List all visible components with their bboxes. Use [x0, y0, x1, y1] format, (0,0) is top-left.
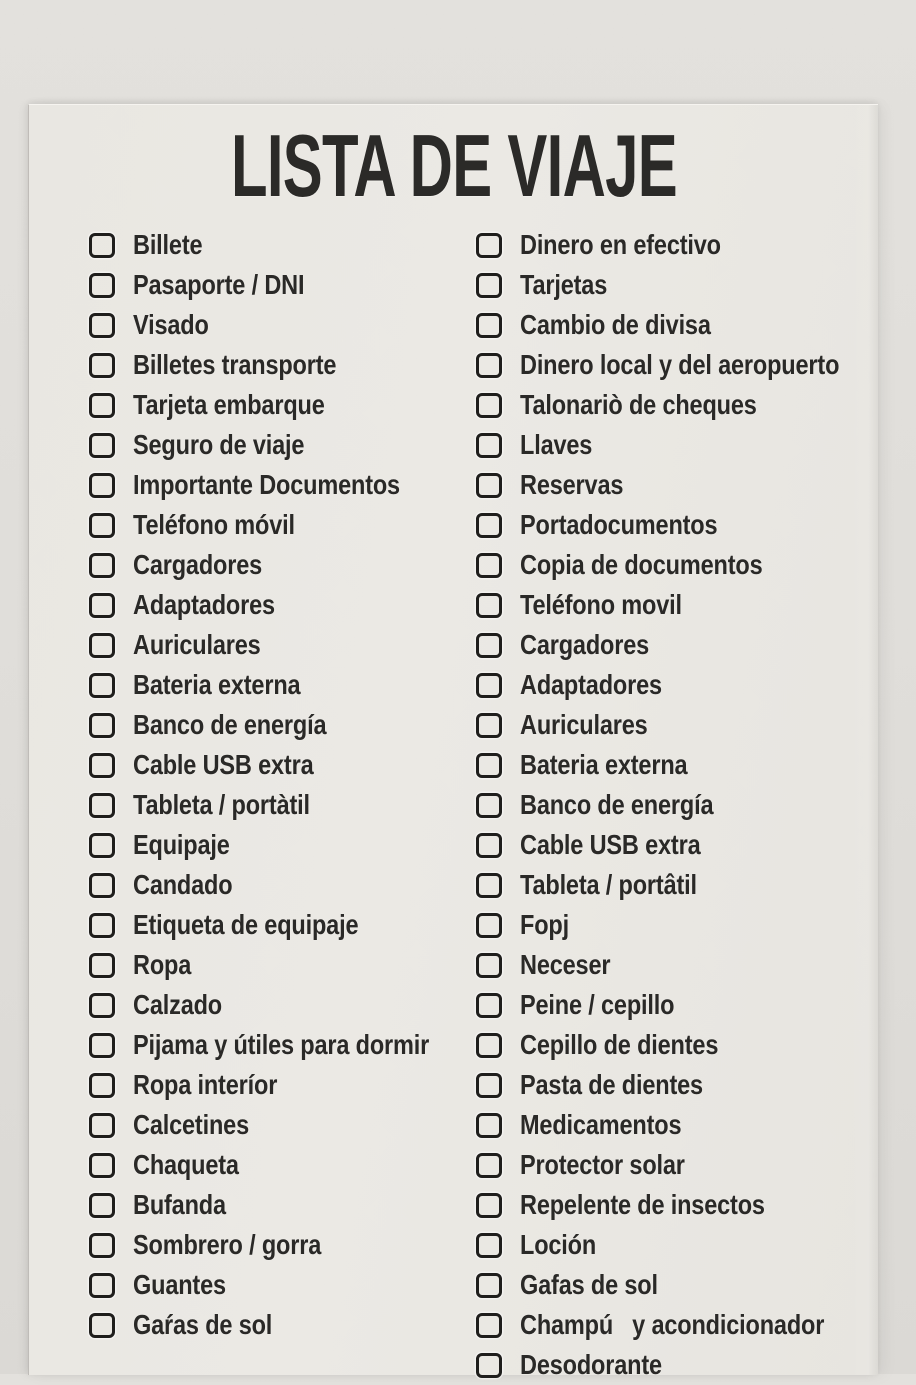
checklist-row [89, 865, 486, 905]
checklist-row [89, 785, 486, 825]
checklist-item-label: Cable USB extra [520, 829, 701, 860]
checkbox[interactable] [476, 833, 502, 858]
checklist-item-label: Equipaje [133, 829, 230, 860]
checkbox[interactable] [476, 1193, 502, 1218]
checklist-item-label: Fopj [520, 909, 569, 940]
checkbox[interactable] [476, 1033, 502, 1058]
checkbox[interactable] [476, 433, 502, 458]
checklist-item-label: Visado [133, 309, 209, 340]
checklist-item-label: Champú y acondicionador [520, 1309, 825, 1340]
checklist-item-label: Medicamentos [520, 1109, 682, 1140]
checklist-row [89, 505, 486, 545]
checklist-item-label: Desodorante [520, 1349, 662, 1380]
checklist-item-label: Auriculares [520, 709, 648, 740]
checklist-item-label: Chaqueta [133, 1149, 239, 1180]
checklist-item-label: Talonariò de cheques [520, 389, 757, 420]
checklist-item-label: Guantes [133, 1269, 226, 1300]
checklist-row [476, 825, 900, 865]
checklist-row [476, 865, 900, 905]
checkbox[interactable] [89, 593, 115, 618]
checklist-item-label: Llaves [520, 429, 593, 460]
checklist-item-label: Sombrero / gorra [133, 1229, 322, 1260]
checklist-row [89, 1225, 486, 1265]
checklist-item-label: Pasta de dientes [520, 1069, 703, 1100]
checkbox[interactable] [89, 233, 115, 258]
checkbox[interactable] [476, 873, 502, 898]
checklist-row [89, 625, 486, 665]
checkbox[interactable] [89, 1273, 115, 1298]
checkbox[interactable] [476, 753, 502, 778]
checklist-item-label: Billete [133, 229, 203, 260]
checklist-item-label: Auriculares [133, 629, 261, 660]
checklist-row [476, 305, 900, 345]
checklist-row [89, 985, 486, 1025]
checklist-item-label: Tarjetas [520, 269, 608, 300]
checkbox[interactable] [89, 793, 115, 818]
checklist-item-label: Tarjeta embarque [133, 389, 325, 420]
checklist-row [89, 585, 486, 625]
checkbox[interactable] [89, 473, 115, 498]
checklist-item-label: Gaŕas de sol [133, 1309, 273, 1340]
checklist-row [476, 1105, 900, 1145]
checklist-row [476, 1065, 900, 1105]
checklist-item-label: Adaptadores [520, 669, 662, 700]
checklist-row [89, 1025, 486, 1065]
checklist-item-label: Loción [520, 1229, 597, 1260]
checklist-row [476, 265, 900, 305]
checklist-row [476, 1265, 900, 1305]
checklist-item-label: Protector solar [520, 1149, 685, 1180]
checkbox[interactable] [89, 393, 115, 418]
checkbox[interactable] [89, 1073, 115, 1098]
checkbox[interactable] [476, 713, 502, 738]
checklist-item-label: Tableta / portâtil [520, 869, 697, 900]
checklist-row [476, 385, 900, 425]
checklist-row [476, 425, 900, 465]
checkbox[interactable] [89, 953, 115, 978]
checklist-row [476, 1185, 900, 1225]
checklist-item-label: Calcetines [133, 1109, 249, 1140]
checklist-row [476, 545, 900, 585]
checkbox[interactable] [476, 313, 502, 338]
checklist-item-label: Teléfono movil [520, 589, 682, 620]
checklist-item-label: Bateria externa [520, 749, 688, 780]
checklist-row [476, 1025, 900, 1065]
checkbox[interactable] [89, 313, 115, 338]
checklist-item-label: Cargadores [520, 629, 650, 660]
checklist-row [89, 265, 486, 305]
checkbox[interactable] [476, 633, 502, 658]
checklist-row [476, 985, 900, 1025]
checkbox[interactable] [89, 513, 115, 538]
checklist-row [89, 225, 486, 265]
checklist-row [89, 705, 486, 745]
checklist-row [476, 665, 900, 705]
checkbox[interactable] [89, 1313, 115, 1338]
checkbox[interactable] [476, 793, 502, 818]
checkbox[interactable] [476, 233, 502, 258]
checklist-row [476, 785, 900, 825]
checklist-row [89, 465, 486, 505]
checklist-item-label: Seguro de viaje [133, 429, 305, 460]
checkbox[interactable] [476, 1273, 502, 1298]
checklist-item-label: Banco de energía [133, 709, 327, 740]
checkbox[interactable] [476, 593, 502, 618]
checklist-item-label: Dinero en efectivo [520, 229, 721, 260]
checkbox[interactable] [476, 1073, 502, 1098]
checklist-item-label: Dinero local y del aeropuerto [520, 349, 840, 380]
checklist-item-label: Bateria externa [133, 669, 301, 700]
checklist-item-label: Ropa [133, 949, 192, 980]
checkbox[interactable] [476, 1113, 502, 1138]
checklist-row [476, 625, 900, 665]
checklist-row [476, 705, 900, 745]
checkbox[interactable] [476, 1233, 502, 1258]
checklist-row [476, 1345, 900, 1385]
checklist-row [89, 545, 486, 585]
checklist-item-label: Cargadores [133, 549, 263, 580]
checklist-item-label: Tableta / portàtil [133, 789, 310, 820]
checklist-item-label: Ropa interíor [133, 1069, 278, 1100]
checklist-item-label: Pasaporte / DNI [133, 269, 305, 300]
checkbox[interactable] [89, 753, 115, 778]
checklist-item-label: Bufanda [133, 1189, 226, 1220]
checkbox[interactable] [89, 553, 115, 578]
checklist-item-label: Billetes transporte [133, 349, 337, 380]
checkbox[interactable] [476, 673, 502, 698]
checklist-row [89, 1265, 486, 1305]
checkbox[interactable] [89, 273, 115, 298]
checkbox[interactable] [89, 873, 115, 898]
checkbox[interactable] [89, 1033, 115, 1058]
checkbox[interactable] [89, 993, 115, 1018]
checklist-item-label: Importante Documentos [133, 469, 400, 500]
checkbox[interactable] [89, 433, 115, 458]
checkbox[interactable] [89, 673, 115, 698]
checklist-item-label: Reservas [520, 469, 624, 500]
checklist-item-label: Adaptadores [133, 589, 275, 620]
checklist-item-label: Portadocumentos [520, 509, 718, 540]
checkbox[interactable] [89, 1113, 115, 1138]
checklist-row [89, 1145, 486, 1185]
checklist-item-label: Pijama y útiles para dormir [133, 1029, 430, 1060]
checklist-row [476, 345, 900, 385]
checklist-item-label: Peine / cepillo [520, 989, 675, 1020]
checkbox[interactable] [89, 633, 115, 658]
page-title [29, 116, 878, 215]
checkbox[interactable] [89, 1233, 115, 1258]
checklist-row [476, 1225, 900, 1265]
checkbox[interactable] [89, 1153, 115, 1178]
checklist-row [476, 505, 900, 545]
checkbox[interactable] [89, 913, 115, 938]
checkbox[interactable] [89, 1193, 115, 1218]
checklist-item-label: Calzado [133, 989, 223, 1020]
checkbox[interactable] [476, 473, 502, 498]
checklist-row [476, 465, 900, 505]
checklist-item-label: Repelente de insectos [520, 1189, 765, 1220]
page-title-text: LISTA DE VIAJE [230, 116, 677, 215]
checklist-row [89, 945, 486, 985]
checklist-row [89, 1185, 486, 1225]
checkbox[interactable] [476, 513, 502, 538]
checkbox[interactable] [476, 273, 502, 298]
checkbox[interactable] [476, 913, 502, 938]
checkbox[interactable] [476, 1153, 502, 1178]
checklist-row [476, 905, 900, 945]
checklist-item-label: Teléfono móvil [133, 509, 295, 540]
checklist-item-label: Gafas de sol [520, 1269, 658, 1300]
checklist-row [89, 305, 486, 345]
checklist-row [89, 1105, 486, 1145]
checklist-item-label: Banco de energía [520, 789, 714, 820]
checklist-row [476, 945, 900, 985]
checklist-column-left [89, 225, 486, 1345]
checkbox[interactable] [476, 1313, 502, 1338]
checklist-row [89, 825, 486, 865]
checkbox[interactable] [89, 713, 115, 738]
checklist-row [89, 1305, 486, 1345]
checklist-row [89, 1065, 486, 1105]
checklist-item-label: Candado [133, 869, 233, 900]
checklist-row [89, 665, 486, 705]
checklist-row [89, 745, 486, 785]
checklist-item-label: Cepillo de dientes [520, 1029, 719, 1060]
checkbox[interactable] [476, 353, 502, 378]
checklist-row [476, 745, 900, 785]
checklist-item-label: Copia de documentos [520, 549, 763, 580]
checklist-row [476, 1145, 900, 1185]
checkbox[interactable] [89, 353, 115, 378]
checklist-row [89, 905, 486, 945]
checklist-paper [28, 104, 878, 1380]
checklist-row [476, 225, 900, 265]
checkbox[interactable] [476, 953, 502, 978]
checklist-row [89, 385, 486, 425]
checklist-item-label: Neceser [520, 949, 611, 980]
checkbox[interactable] [476, 393, 502, 418]
checklist-item-label: Cable USB extra [133, 749, 314, 780]
checkbox[interactable] [476, 553, 502, 578]
checklist-column-right [476, 225, 900, 1385]
checklist-item-label: Etiqueta de equipaje [133, 909, 359, 940]
checklist-row [89, 345, 486, 385]
checkbox[interactable] [476, 993, 502, 1018]
checkbox[interactable] [89, 833, 115, 858]
checklist-item-label: Cambio de divisa [520, 309, 711, 340]
checklist-row [476, 1305, 900, 1345]
checklist-row [476, 585, 900, 625]
checklist-row [89, 425, 486, 465]
